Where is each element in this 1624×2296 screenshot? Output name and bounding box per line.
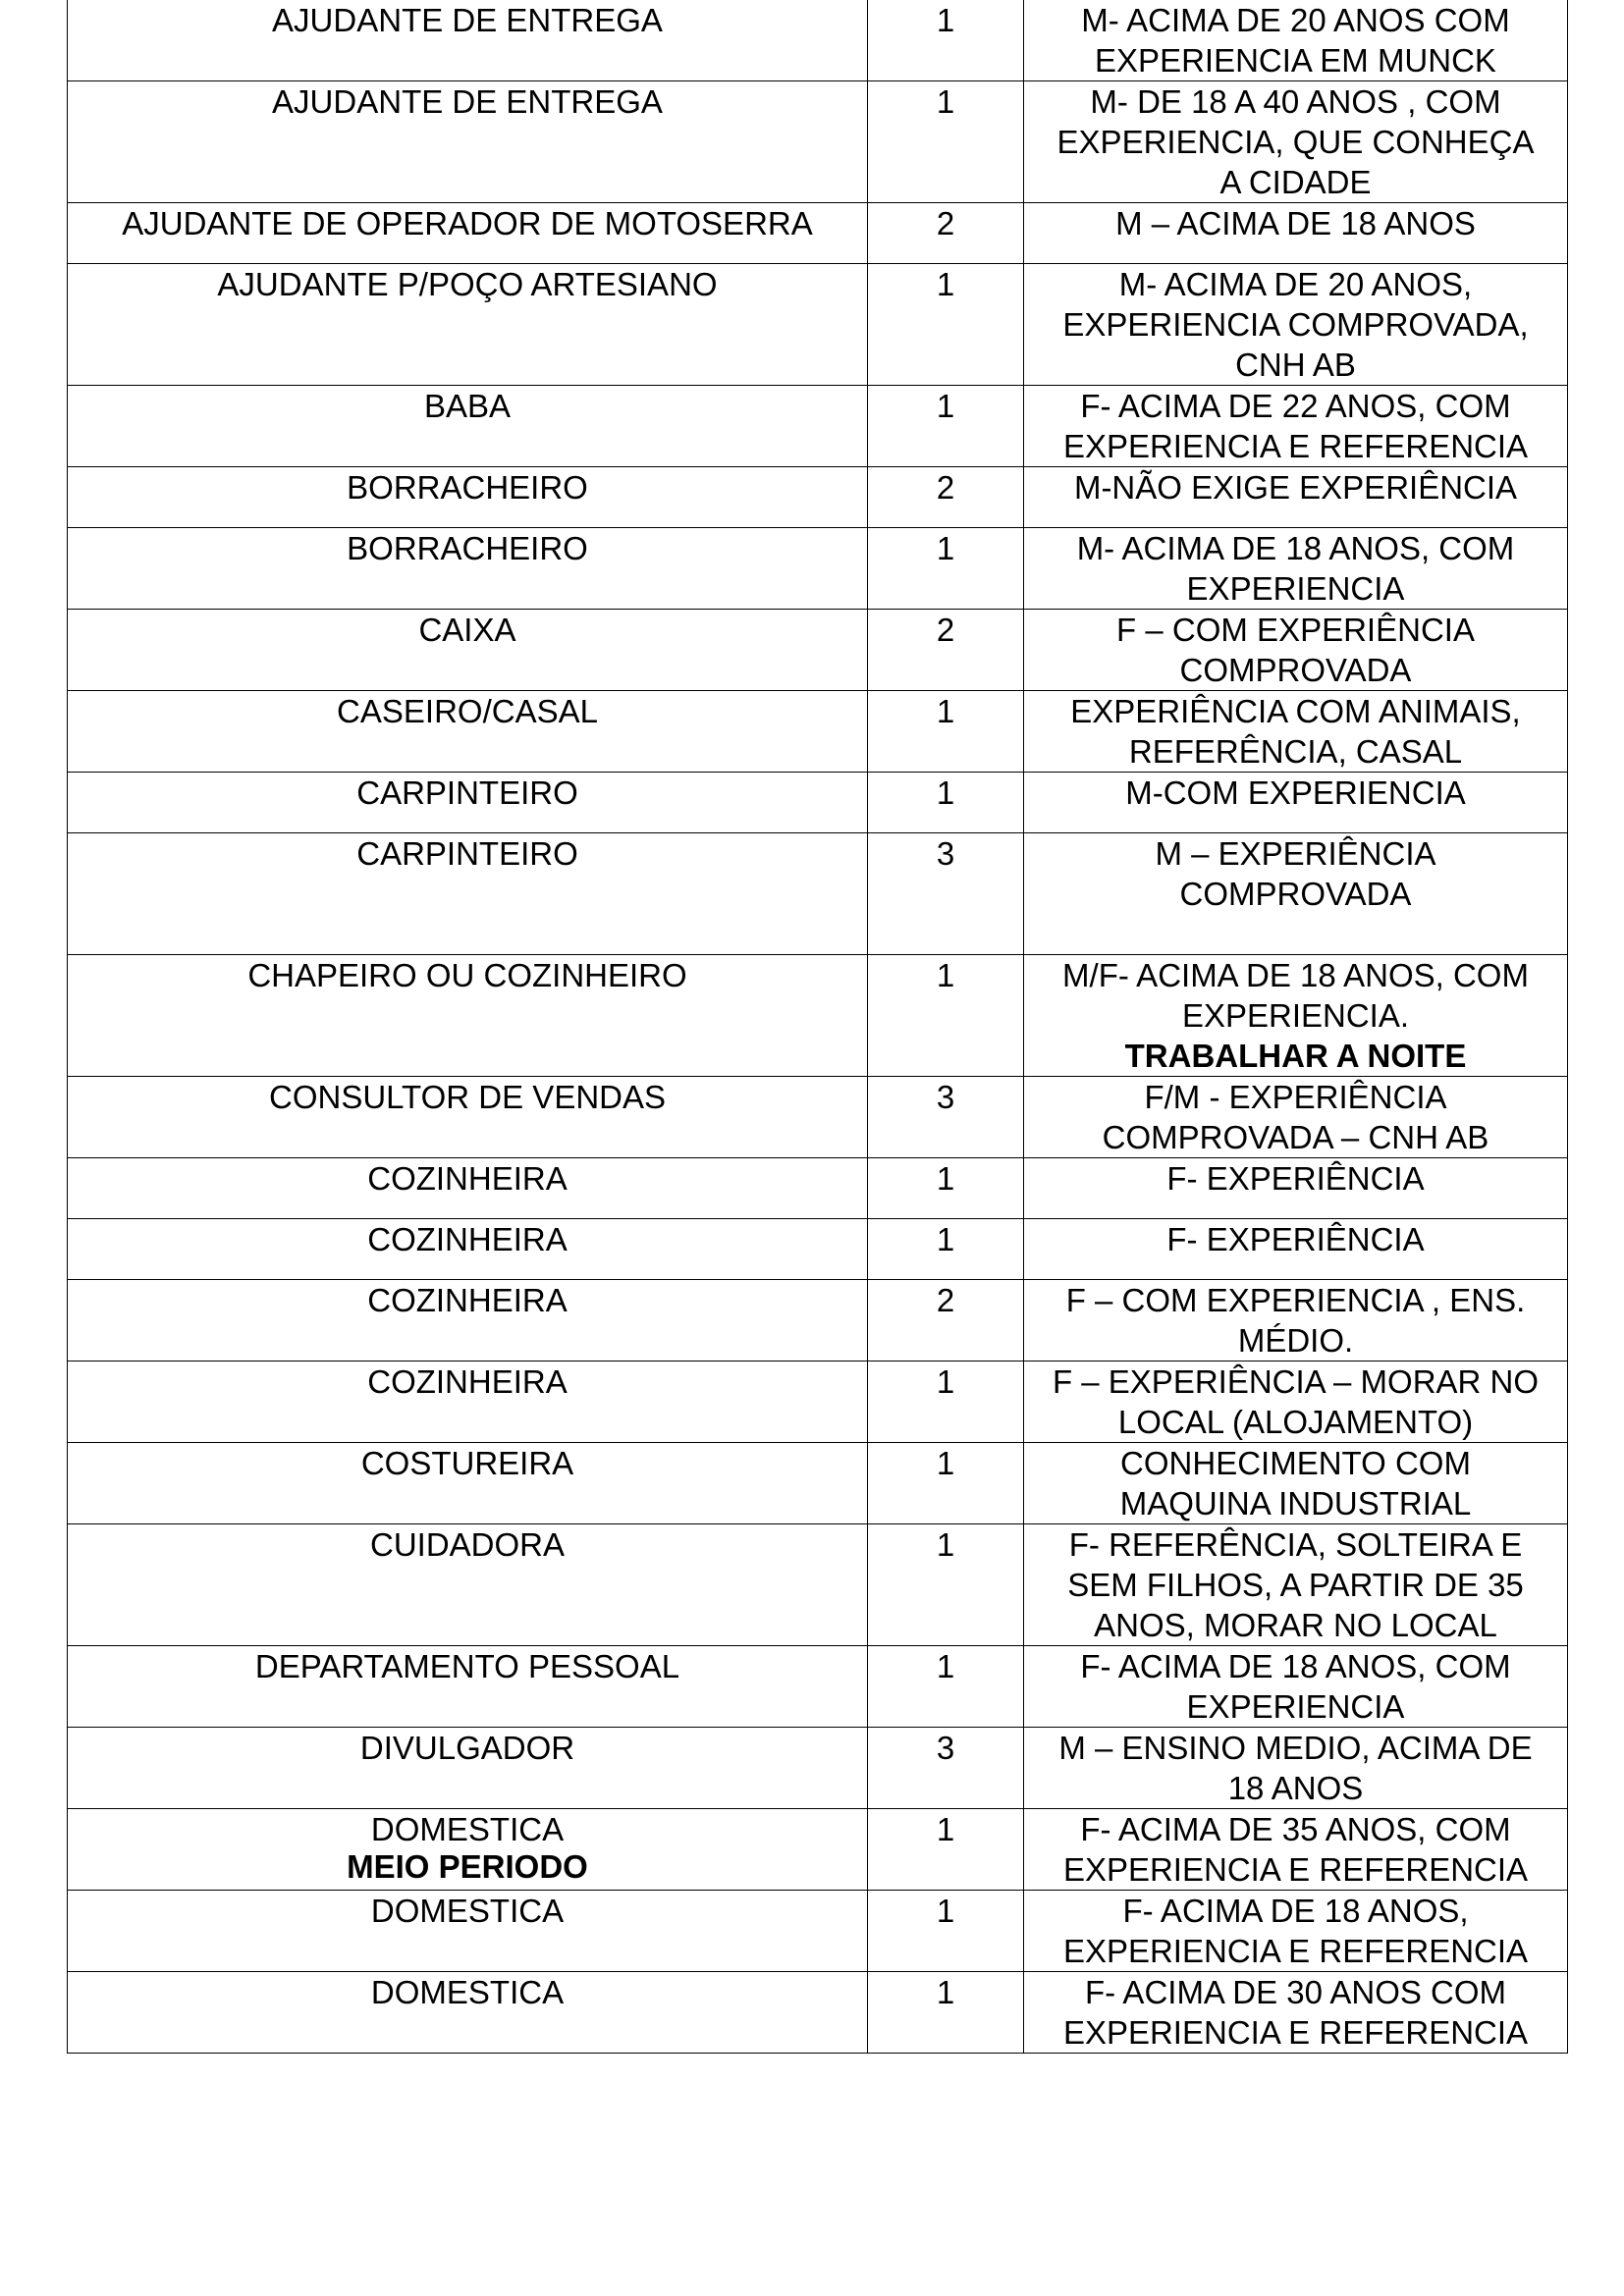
table-row [68,1891,1568,1972]
vacancies-cell: 1 [868,1972,1024,2054]
table-row [68,81,1568,203]
table-row [68,467,1568,528]
table-row [68,1809,1568,1891]
vacancies-cell: 2 [868,610,1024,691]
requirements-cell: F- REFERÊNCIA, SOLTEIRA E SEM FILHOS, A PARTIR DE 35 ANOS, MORAR NO LOCAL [1024,1524,1568,1646]
night-shift-note: TRABALHAR A NOITE [1124,1038,1467,1074]
requirements-cell: M- DE 18 A 40 ANOS , COM EXPERIENCIA, QUE CONHEÇA A CIDADE [1024,81,1568,203]
job-title-cell: BABA [68,386,868,467]
requirements-cell: F – COM EXPERIENCIA , ENS. MÉDIO. [1024,1280,1568,1362]
requirements-cell: M- ACIMA DE 20 ANOS COM EXPERIENCIA EM MUNCK [1024,0,1568,81]
requirements-cell: F- ACIMA DE 22 ANOS, COM EXPERIENCIA E REFERENCIA [1024,386,1568,467]
job-title-cell: CHAPEIRO OU COZINHEIRO [68,955,868,1077]
requirements-cell: F- ACIMA DE 30 ANOS COM EXPERIENCIA E REFERENCIA [1024,1972,1568,2054]
vacancies-cell: 1 [868,386,1024,467]
table-row [68,833,1568,955]
requirements-cell: M- ACIMA DE 18 ANOS, COM EXPERIENCIA [1024,528,1568,610]
table-row [68,1972,1568,2054]
job-title-cell: COZINHEIRA [68,1280,868,1362]
requirements-cell: M- ACIMA DE 20 ANOS, EXPERIENCIA COMPROVADA, CNH AB [1024,264,1568,386]
job-title-cell: BORRACHEIRO [68,528,868,610]
requirements-cell: CONHECIMENTO COM MAQUINA INDUSTRIAL [1024,1443,1568,1524]
vacancies-cell: 1 [868,1158,1024,1219]
table-row [68,1280,1568,1362]
requirements-cell: F- EXPERIÊNCIA [1024,1219,1568,1280]
job-title-cell: AJUDANTE DE ENTREGA [68,0,868,81]
vacancies-cell: 1 [868,691,1024,773]
vacancies-cell: 1 [868,0,1024,81]
vacancies-cell: 1 [868,773,1024,833]
vacancies-cell: 2 [868,467,1024,528]
requirements-cell: F- ACIMA DE 18 ANOS, EXPERIENCIA E REFERENCIA [1024,1891,1568,1972]
vacancies-cell: 2 [868,203,1024,264]
vacancies-cell: 1 [868,1219,1024,1280]
requirements-cell: F – COM EXPERIÊNCIA COMPROVADA [1024,610,1568,691]
requirements-cell: M-NÃO EXIGE EXPERIÊNCIA [1024,467,1568,528]
job-title-cell: BORRACHEIRO [68,467,868,528]
job-title-cell: COSTUREIRA [68,1443,868,1524]
table-row [68,264,1568,386]
job-title-cell: AJUDANTE DE ENTREGA [68,81,868,203]
job-title-cell: DOMESTICA [68,1891,868,1972]
vacancies-cell: 1 [868,955,1024,1077]
requirements-cell: M-COM EXPERIENCIA [1024,773,1568,833]
requirements-cell: M – ACIMA DE 18 ANOS [1024,203,1568,264]
table-row [68,691,1568,773]
table-row [68,203,1568,264]
table-row [68,1077,1568,1158]
vacancies-cell: 1 [868,1891,1024,1972]
job-title-cell: DOMESTICA [68,1972,868,2054]
table-row [68,1524,1568,1646]
job-title-cell: CAIXA [68,610,868,691]
vacancies-cell: 2 [868,1280,1024,1362]
vacancies-cell: 1 [868,264,1024,386]
job-title-cell: CASEIRO/CASAL [68,691,868,773]
job-title-cell: CUIDADORA [68,1524,868,1646]
vacancies-cell: 3 [868,833,1024,955]
job-title-cell: DOMESTICA MEIO PERIODO [68,1809,868,1891]
vacancies-cell: 1 [868,1524,1024,1646]
job-title-cell: CONSULTOR DE VENDAS [68,1077,868,1158]
job-title-cell: COZINHEIRA [68,1362,868,1443]
table-row [68,610,1568,691]
requirements-cell: F- ACIMA DE 18 ANOS, COM EXPERIENCIA [1024,1646,1568,1728]
requirements-cell: F- ACIMA DE 35 ANOS, COM EXPERIENCIA E REFERENCIA [1024,1809,1568,1891]
table-row [68,1219,1568,1280]
job-title-cell: DIVULGADOR [68,1728,868,1809]
vacancies-cell: 1 [868,1646,1024,1728]
table-row [68,1443,1568,1524]
job-title-cell: DEPARTAMENTO PESSOAL [68,1646,868,1728]
table-row [68,773,1568,833]
requirements-cell: M – ENSINO MEDIO, ACIMA DE 18 ANOS [1024,1728,1568,1809]
requirements-cell: EXPERIÊNCIA COM ANIMAIS, REFERÊNCIA, CASAL [1024,691,1568,773]
requirements-cell: F/M - EXPERIÊNCIA COMPROVADA – CNH AB [1024,1077,1568,1158]
table-row [68,1646,1568,1728]
job-title-cell: CARPINTEIRO [68,833,868,955]
job-title-cell: COZINHEIRA [68,1219,868,1280]
part-time-note: MEIO PERIODO [347,1848,588,1885]
requirements-cell: F – EXPERIÊNCIA – MORAR NO LOCAL (ALOJAMENTO) [1024,1362,1568,1443]
table-row [68,528,1568,610]
vacancies-cell: 1 [868,1362,1024,1443]
requirements-cell: M/F- ACIMA DE 18 ANOS, COM EXPERIENCIA. TRABALHAR A NOITE [1024,955,1568,1077]
vacancies-cell: 1 [868,528,1024,610]
table-row [68,1728,1568,1809]
vacancies-cell: 1 [868,1809,1024,1891]
table-row [68,955,1568,1077]
table-row [68,1158,1568,1219]
requirements-cell: M – EXPERIÊNCIA COMPROVADA [1024,833,1568,955]
vacancies-cell: 1 [868,1443,1024,1524]
job-title-cell: COZINHEIRA [68,1158,868,1219]
job-title-cell: AJUDANTE DE OPERADOR DE MOTOSERRA [68,203,868,264]
vacancies-cell: 3 [868,1728,1024,1809]
job-title-cell: CARPINTEIRO [68,773,868,833]
table-row [68,0,1568,81]
vacancies-cell: 1 [868,81,1024,203]
job-openings-body [68,0,1568,2054]
job-openings-table [67,0,1568,2054]
vacancies-cell: 3 [868,1077,1024,1158]
table-row [68,386,1568,467]
table-row [68,1362,1568,1443]
job-title-cell: AJUDANTE P/POÇO ARTESIANO [68,264,868,386]
requirements-cell: F- EXPERIÊNCIA [1024,1158,1568,1219]
